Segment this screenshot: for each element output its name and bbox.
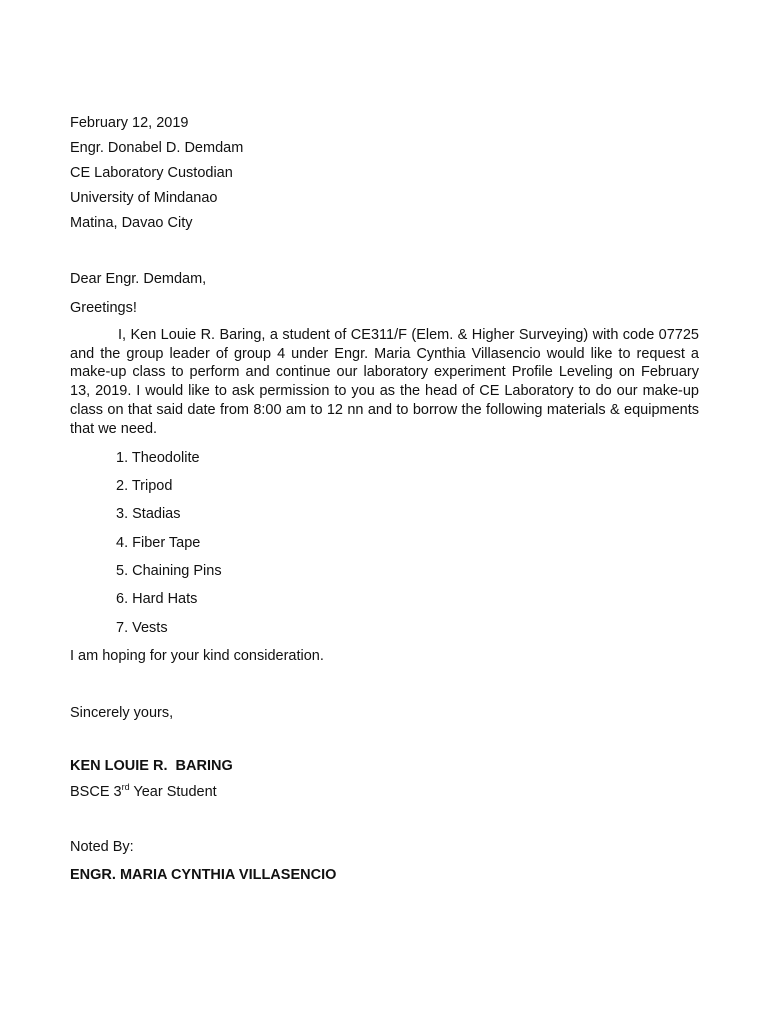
list-item: 3. Stadias	[116, 506, 181, 522]
salutation: Dear Engr. Demdam,	[70, 271, 207, 287]
letter-date: February 12, 2019	[70, 115, 189, 131]
signatory-title-prefix: BSCE 3	[70, 784, 122, 800]
signatory-title-suffix: Year Student	[129, 784, 217, 800]
recipient-address: Matina, Davao City	[70, 215, 193, 231]
signatory-name: KEN LOUIE R. BARING	[70, 758, 233, 774]
list-item: 2. Tripod	[116, 478, 173, 494]
noted-by-label: Noted By:	[70, 839, 134, 855]
recipient-institution: University of Mindanao	[70, 190, 218, 206]
list-item: 4. Fiber Tape	[116, 535, 201, 551]
greeting: Greetings!	[70, 300, 137, 316]
noted-by-name: ENGR. MARIA CYNTHIA VILLASENCIO	[70, 867, 337, 883]
recipient-title: CE Laboratory Custodian	[70, 165, 233, 181]
signatory-title-sup: rd	[121, 782, 130, 792]
closing: Sincerely yours,	[70, 705, 174, 721]
list-item: 5. Chaining Pins	[116, 563, 222, 579]
signatory-title	[70, 784, 217, 800]
letter-body: I, Ken Louie R. Baring, a student of CE311/F (Elem. & Higher Surveying) with code 07725 and the group leader of group 4 under Engr. Maria Cynthia Villasencio would like to request a make-up class to perform and continue our laboratory experiment Profile Leveling on February 13, 2019. I would like to ask permission to you as the head of CE Laboratory to do our make-up class on that said date from 8:00 am to 12 nn and to borrow the following materials & equipments that we need.	[70, 327, 699, 437]
list-item: 1. Theodolite	[116, 450, 200, 466]
recipient-name: Engr. Donabel D. Demdam	[70, 140, 244, 156]
list-item: 6. Hard Hats	[116, 591, 198, 607]
list-item: 7. Vests	[116, 620, 168, 636]
closing-line: I am hoping for your kind consideration.	[70, 648, 324, 664]
